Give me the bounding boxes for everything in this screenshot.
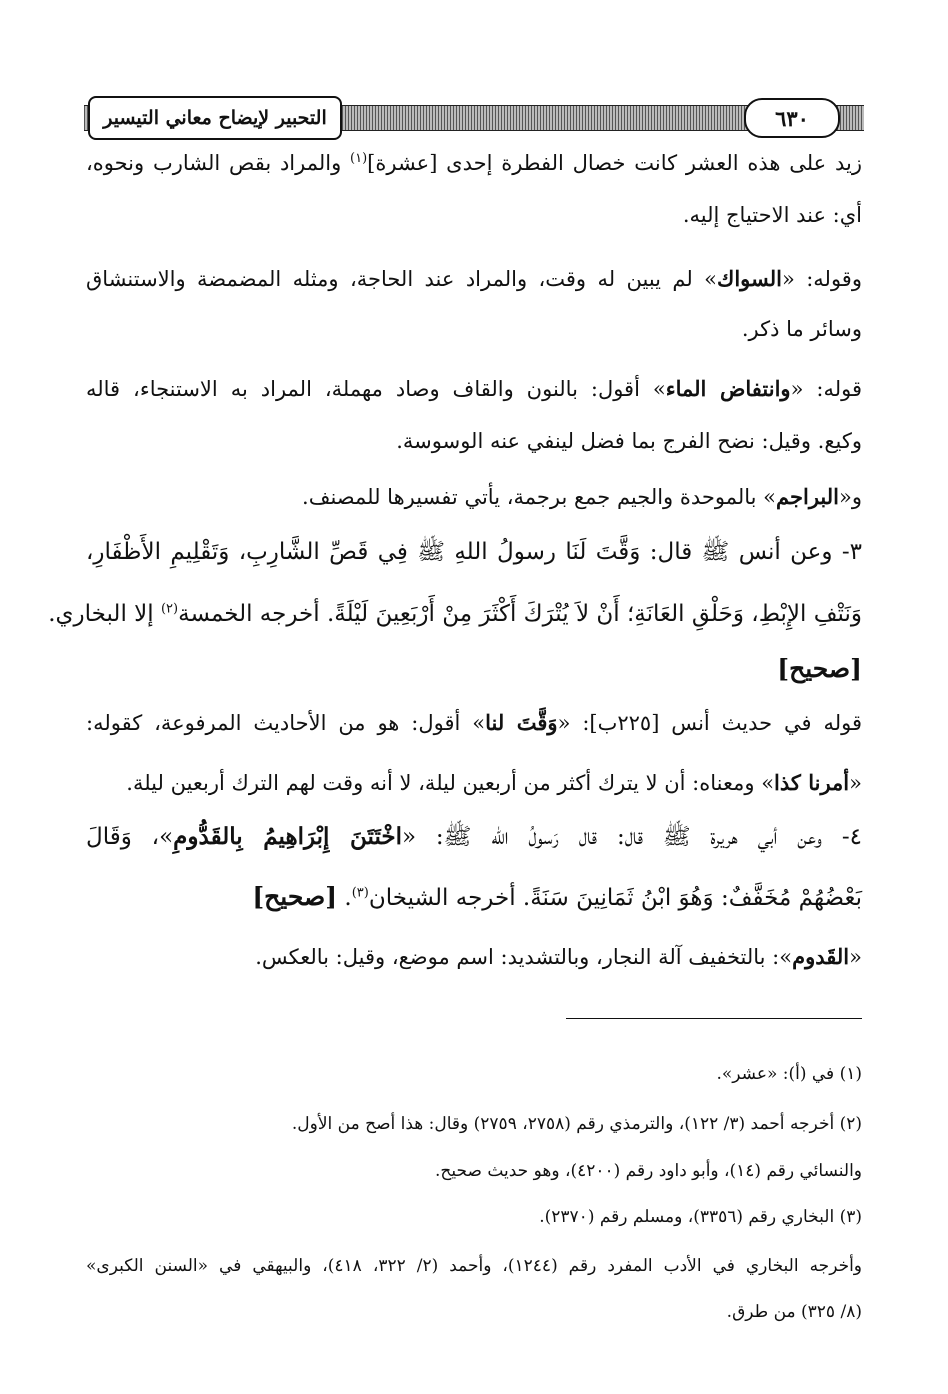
grade-badge: [صحيح]	[777, 654, 862, 683]
footnote: (٣) البخاري رقم (٣٣٥٦)، ومسلم رقم (٢٣٧٠).	[539, 1207, 862, 1227]
text-line: زيد على هذه العشر كانت خصال الفطرة إحدى [عشرة]$^{(١)}$ والمراد بقص الشارب ونحوه،	[86, 151, 862, 175]
footnote-ref[interactable]: (٢)	[160, 601, 179, 617]
page-number: ٦٣٠	[744, 98, 840, 138]
running-header	[84, 96, 864, 140]
footnote: (١) في (أ): «عشر».	[716, 1064, 862, 1084]
footnote: والنسائي رقم (١٤)، وأبو داود رقم (٤٢٠٠)، وهو حديث صحيح.	[435, 1161, 862, 1181]
term: القَدوم	[792, 944, 850, 969]
text-line: وسائر ما ذكر.	[741, 317, 862, 341]
footnote: (٢) أخرجه أحمد (٣/ ١٢٢)، والترمذي رقم (٢٧٥٨، ٢٧٥٩) وقال: هذا أصح من الأول.	[291, 1114, 862, 1134]
text-line: و«البراجم» بالموحدة والجيم جمع برجمة، يأتي تفسيرها للمصنف.	[302, 484, 862, 509]
footnote: (٨/ ٣٢٥) من طرق.	[726, 1302, 862, 1322]
text-line: وقوله: «السواك» لم يبين له وقت، والمراد عند الحاجة، ومثله المضمضة والاستنشاق	[86, 266, 862, 291]
grade-badge: [صحيح]	[252, 882, 338, 911]
footnote-ref[interactable]: (٣)	[351, 885, 369, 901]
footnote: وأخرجه البخاري في الأدب المفرد رقم (١٢٤٤)، وأحمد (٢/ ٣٢٢، ٤١٨)، والبيهقي في «السنن الكبرى»	[86, 1256, 863, 1276]
text-line: «القَدوم»: بالتخفيف آلة النجار، وبالتشديد: اسم موضع، وقيل: بالعكس.	[255, 944, 862, 969]
footnote-ref[interactable]: (١)	[350, 151, 368, 166]
text-line: «أمرنا كذا» ومعناه: أن لا يترك أكثر من أربعين ليلة، لا أنه وقت لهم الترك أربعين ليلة.	[126, 770, 862, 795]
hadith-line: ٣- وعن أنس ﷺ قال: وَقَّتَ لَنَا رسولُ اللهِ ﷺ فِي قَصِّ الشَّارِبِ، وَتَقْلِيمِ الأَظْفَارِ،	[86, 539, 862, 565]
term: البراجم	[776, 484, 839, 509]
term: اخْتَتَنَ إِبْرَاهِيمُ بِالقَدُّومِ	[173, 823, 402, 850]
hadith-line: ٤- وعن أبي هريرة ﷺ قال: قال رَسولُ الله ﷺ: «اخْتَتَنَ إِبْرَاهِيمُ بِالقَدُّومِ»، وَقَالَ	[86, 823, 862, 850]
term: أمرنا كذا	[774, 770, 850, 795]
text-line: وكيع. وقيل: نضح الفرج بما فضل لينفي عنه الوسوسة.	[396, 429, 862, 453]
term: وانتفاض الماء	[665, 376, 791, 401]
hadith-line: بَعْضُهُمْ مُخَفَّفٌ: وَهُوَ ابْنُ ثَمَانِينَ سَنَةً. أخرجه الشيخان$^{(٣)}$. [صحيح]	[252, 882, 862, 911]
hadith-line: وَنَتْفِ الإِبْطِ، وَحَلْقِ العَانَةِ؛ أَنْ لاَ يُتْرَكَ أَكْثَرَ مِنْ أَرْبَعِينَ لَيْلَةً. أخرجه الخمسة$^{(٢)}$ إلا البخاري.	[48, 601, 862, 627]
text-line: أي: عند الاحتياج إليه.	[682, 203, 862, 227]
text-line: قوله: «وانتفاض الماء» أقول: بالنون والقاف وصاد مهملة، المراد به الاستنجاء، قاله	[86, 376, 862, 401]
grade-line	[86, 652, 862, 687]
footnote-separator	[566, 1018, 862, 1019]
text-line: قوله في حديث أنس [٢٢٥ب]: «وَقَّتَ لنا» أقول: هو من الأحاديث المرفوعة، كقوله:	[86, 710, 863, 735]
book-title: التحبير لإيضاح معاني التيسير	[88, 96, 342, 140]
term: وَقَّتَ لنا	[485, 710, 558, 735]
term: السواك	[717, 266, 782, 291]
